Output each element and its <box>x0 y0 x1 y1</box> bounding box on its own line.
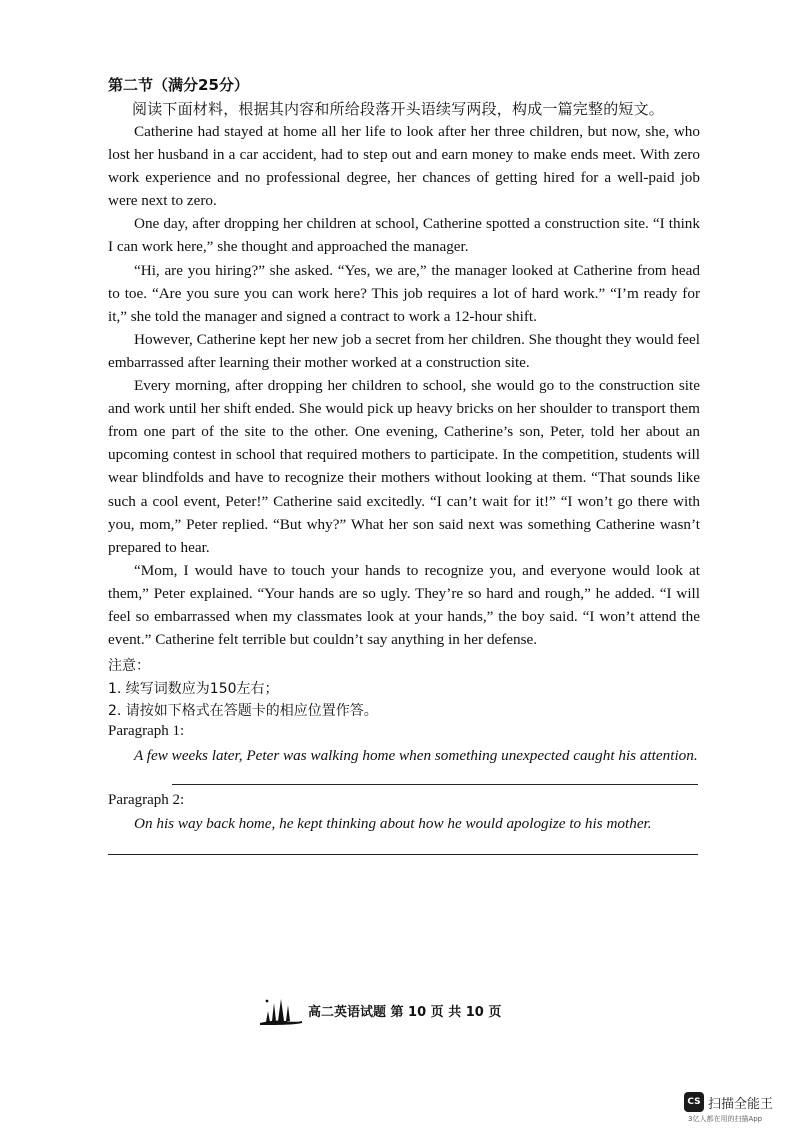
notes-item-format: 2. 请按如下格式在答题卡的相应位置作答。 <box>108 703 378 719</box>
instruction-text: 阅读下面材料，根据其内容和所给段落开头语续写两段，构成一篇完整的短文。 <box>132 100 665 118</box>
page-footer <box>258 995 558 1027</box>
school-logo-icon <box>258 995 304 1027</box>
watermark-subtitle: 3亿人都在用的扫描App <box>688 1115 763 1123</box>
story-text <box>108 120 700 651</box>
paragraph1-label: Paragraph 1: <box>108 723 185 739</box>
paragraph1-answer-line <box>172 784 698 785</box>
story-paragraph: One day, after dropping her children at school, Catherine spotted a construction site. “I think I can work here,” she thought and approached the manager. <box>108 215 700 256</box>
scanner-watermark <box>684 1092 794 1128</box>
story-paragraph: However, Catherine kept her new job a secret from her children. She thought they would feel embarrassed after learning their mother worked at a construction site. <box>108 330 700 371</box>
story-paragraph: “Hi, are you hiring?” she asked. “Yes, we are,” the manager looked at Catherine from head to toe. “Are you sure you can work here? This job requires a lot of hard work.” “I’m ready for it,” she told the manager and signed a contract to work a 12-hour shift. <box>108 261 700 325</box>
section-title: 第二节（满分25分） <box>108 76 249 94</box>
camscanner-logo-icon: CS <box>684 1092 704 1112</box>
notes-heading: 注意： <box>108 658 150 674</box>
notes-section <box>108 655 708 723</box>
paragraph1-opening <box>108 744 700 768</box>
watermark-app-name: 扫描全能王 <box>708 1097 774 1112</box>
story-paragraph: Catherine had stayed at home all her life to look after her three children, but now, she, who lost her husband in a car accident, had to step out and earn money to make ends meet. With zero work experience and no professional degree, her chances of getting hired for a well-paid job were next to zero. <box>108 123 700 210</box>
paragraph1-opening-text: A few weeks later, Peter was walking home when something unexpected caught his attention. <box>134 747 698 764</box>
notes-item-word-count: 1. 续写词数应为150左右； <box>108 680 279 697</box>
paragraph2-opening: On his way back home, he kept thinking about how he would apologize to his mother. <box>134 815 652 832</box>
story-paragraph: Every morning, after dropping her children to school, she would go to the construction site and work until her shift ended. She would pick up heavy bricks on her shoulder to transport them from one part of the site to the other. One evening, Catherine’s son, Peter, told her about an upcoming contest in school that required mothers to participate. In the competition, students will wear blindfolds and have to recognize their mothers without looking at them. “That sounds like such a cool event, Peter!” Catherine said excitedly. “I can’t wait for it!” “I won’t go there with you, mom,” Peter replied. “But why?” What her son said next was something Catherine wasn’t prepared to hear. <box>108 377 700 556</box>
paragraph2-answer-line <box>108 854 698 855</box>
paragraph2-label: Paragraph 2: <box>108 792 185 808</box>
story-paragraph: “Mom, I would have to touch your hands to recognize you, and everyone would look at them,” Peter explained. “Your hands are so ugly. They’re so hard and rough,” he added. “I will feel so embarrassed when my classmates look at your hands,” the boy said. “I won’t attend the event.” Catherine felt terrible but couldn’t say anything in her defense. <box>108 561 700 649</box>
footer-page-info: 高二英语试题 第 10 页 共 10 页 <box>308 1005 502 1020</box>
